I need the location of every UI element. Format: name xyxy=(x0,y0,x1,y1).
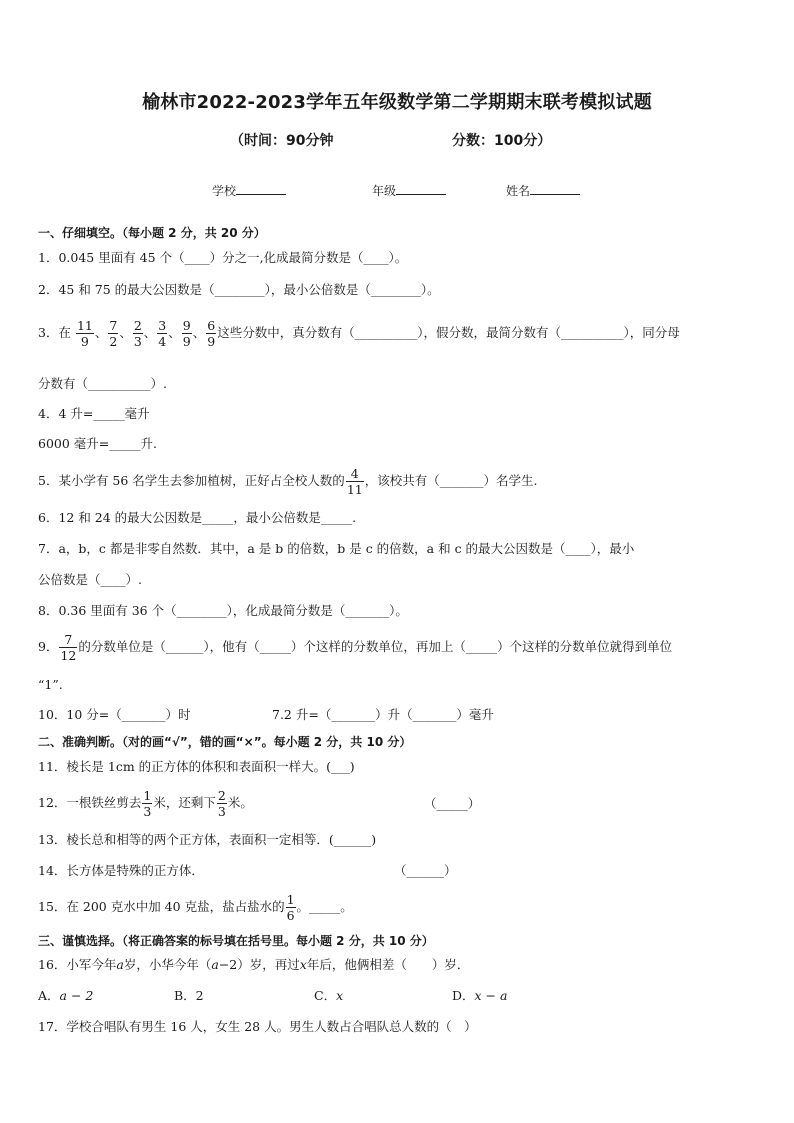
question-11: 11．棱长是 1cm 的正方体的体积和表面积一样大。(___) xyxy=(38,759,355,774)
question-1: 1．0.045 里面有 45 个（____）分之一,化成最简分数是（____）。 xyxy=(38,250,408,265)
question-4b: 6000 毫升=_____升. xyxy=(38,436,157,451)
question-13: 13．棱长总和相等的两个正方体，表面积一定相等．(______) xyxy=(38,832,377,847)
option-b[interactable]: B．2 xyxy=(174,988,204,1003)
section-2-heading: 二、准确判断。（对的画“√”，错的画“×”。每小题 2 分，共 10 分） xyxy=(38,735,412,749)
question-12-answer: （_____） xyxy=(424,796,481,811)
page-title: 榆林市2022-2023学年五年级数学第二学期期末联考模拟试题 xyxy=(142,92,652,113)
fraction-7-12: $\frac{7}{12}$ xyxy=(60,632,77,663)
question-3-cont: 分数有（__________）. xyxy=(38,376,167,391)
question-15: 15．在 200 克水中加 40 克盐，盐占盐水的 $\frac{1}{6}$ 。_____。 xyxy=(38,892,353,923)
question-6: 6．12 和 24 的最大公因数是_____，最小公倍数是_____. xyxy=(38,510,357,525)
fraction-11-9: $\frac{11}{9}$ xyxy=(76,318,93,349)
question-7: 7．a，b，c 都是非零自然数．其中，a 是 b 的倍数，b 是 c 的倍数，a 和 c 的最大公因数是（____），最小 xyxy=(38,541,635,556)
name-label: 姓名 xyxy=(506,184,531,198)
fraction-4-11: $\frac{4}{11}$ xyxy=(346,466,363,497)
fraction-9-9: $\frac{9}{9}$ xyxy=(182,318,191,349)
fraction-1-3: $\frac{1}{3}$ xyxy=(143,788,152,819)
question-9: 9． $\frac{7}{12}$ 的分数单位是（______），他有（_____）个这样的分数单位，再加上（_____）个这样的分数单位就得到单位 xyxy=(38,632,673,663)
fraction-3-4: $\frac{3}{4}$ xyxy=(158,318,167,349)
score-label: 分数：100分） xyxy=(452,133,552,149)
question-12: 12．一根铁丝剪去 $\frac{1}{3}$ 米，还剩下 $\frac{2}{3}$ 米。 xyxy=(38,788,253,819)
question-14-answer: （______） xyxy=(394,863,457,878)
question-9-cont: “1”. xyxy=(38,677,63,692)
question-10b: 7.2 升=（_______）升（_______）毫升 xyxy=(272,707,494,722)
question-16: 16．小军今年a岁，小华今年（a−2）岁，再过x年后，他俩相差（ ）岁． xyxy=(38,957,470,972)
option-c[interactable]: C．x xyxy=(314,988,344,1003)
option-a[interactable]: A．a − 2 xyxy=(38,988,94,1003)
grade-label: 年级 xyxy=(372,184,397,198)
time-label: （时间：90分钟 xyxy=(230,133,334,149)
question-7-cont: 公倍数是（____）. xyxy=(38,572,142,587)
question-4a: 4．4 升=_____毫升 xyxy=(38,406,150,421)
school-label: 学校 xyxy=(212,184,237,198)
question-17: 17．学校合唱队有男生 16 人，女生 28 人。男生人数占合唱队总人数的（ ） xyxy=(38,1019,477,1034)
question-14: 14．长方体是特殊的正方体． xyxy=(38,863,204,878)
section-3-heading: 三、谨慎选择。（将正确答案的标号填在括号里。每小题 2 分，共 10 分） xyxy=(38,934,434,948)
school-blank[interactable] xyxy=(236,182,286,195)
fraction-7-2: $\frac{7}{2}$ xyxy=(109,318,118,349)
fraction-2-3-remaining: $\frac{2}{3}$ xyxy=(217,788,226,819)
name-field xyxy=(506,182,580,199)
grade-field xyxy=(372,182,446,199)
grade-blank[interactable] xyxy=(396,182,446,195)
fraction-2-3: $\frac{2}{3}$ xyxy=(133,318,142,349)
question-10a: 10．10 分=（_______）时 xyxy=(38,707,191,722)
question-5: 5．某小学有 56 名学生去参加植树，正好占全校人数的 $\frac{4}{11}$ ，该校共有（_______）名学生. xyxy=(38,466,538,497)
question-3: 3．在 $\frac{11}{9}$ 、 $\frac{7}{2}$ 、 $\frac{2}{3}$ 、 $\frac{3}{4}$ 、 $\frac{9}{9}$ 、 $\frac{6}{9}$ 这些分数中，真分数有（__________），假分数，最简分数有（__________），同分母 xyxy=(38,318,680,349)
fraction-1-6: $\frac{1}{6}$ xyxy=(286,892,295,923)
question-8: 8．0.36 里面有 36 个（________），化成最简分数是（_______）。 xyxy=(38,603,408,618)
question-2: 2．45 和 75 的最大公因数是（________），最小公倍数是（________）。 xyxy=(38,282,440,297)
option-d[interactable]: D．x − a xyxy=(452,988,508,1003)
fraction-6-9: $\frac{6}{9}$ xyxy=(207,318,216,349)
name-blank[interactable] xyxy=(530,182,580,195)
section-1-heading: 一、仔细填空。（每小题 2 分，共 20 分） xyxy=(38,226,266,240)
school-field xyxy=(212,182,286,199)
